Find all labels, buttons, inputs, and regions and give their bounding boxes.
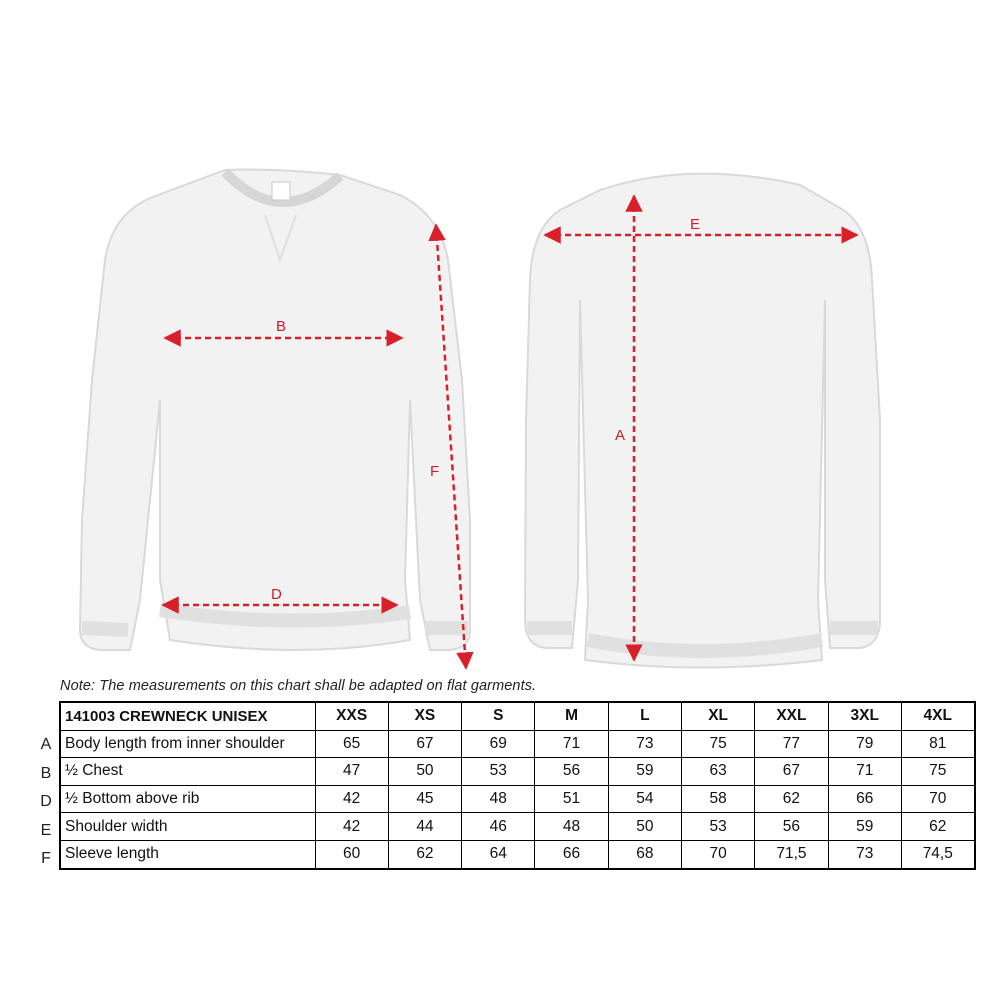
dimension-label-b: B (276, 318, 287, 335)
table-cell: 46 (462, 813, 535, 841)
dimension-label-a: A (615, 427, 626, 444)
table-row (60, 813, 975, 841)
table-cell: 66 (535, 840, 608, 868)
table-cell: 58 (681, 785, 754, 813)
table-cell: 81 (901, 730, 974, 758)
size-header: M (535, 702, 608, 730)
row-letter: D (40, 793, 52, 811)
row-label: Sleeve length (60, 840, 315, 868)
row-label: ½ Chest (60, 758, 315, 786)
table-cell: 67 (388, 730, 461, 758)
sweatshirt-front-icon (80, 170, 470, 650)
measurement-note: Note: The measurements on this chart shall be adapted on flat garments. (60, 678, 537, 694)
size-header: L (608, 702, 681, 730)
row-letter: A (40, 736, 52, 753)
table-row (60, 730, 975, 758)
table-cell: 51 (535, 785, 608, 813)
table-cell: 62 (388, 840, 461, 868)
table-cell: 75 (681, 730, 754, 758)
size-header: XXS (315, 702, 388, 730)
table-cell: 70 (901, 785, 974, 813)
table-cell: 56 (755, 813, 828, 841)
table-cell: 56 (535, 758, 608, 786)
row-letter: B (40, 764, 52, 782)
row-label: ½ Bottom above rib (60, 785, 315, 813)
table-cell: 79 (828, 730, 901, 758)
dimension-label-d: D (271, 586, 282, 603)
size-header: XS (388, 702, 461, 730)
table-row (60, 758, 975, 786)
table-cell: 60 (315, 840, 388, 868)
table-cell: 48 (462, 785, 535, 813)
row-letter: F (41, 850, 51, 868)
table-cell: 50 (608, 813, 681, 841)
table-cell: 44 (388, 813, 461, 841)
table-cell: 50 (388, 758, 461, 786)
row-label: Body length from inner shoulder (60, 730, 315, 758)
size-header: XL (681, 702, 754, 730)
table-cell: 47 (315, 758, 388, 786)
table-cell: 77 (755, 730, 828, 758)
table-cell: 59 (608, 758, 681, 786)
table-cell: 63 (681, 758, 754, 786)
table-cell: 53 (462, 758, 535, 786)
size-table (59, 701, 976, 870)
table-cell: 73 (828, 840, 901, 868)
table-cell: 42 (315, 785, 388, 813)
sweatshirt-back-icon (525, 174, 880, 668)
table-cell: 71 (828, 758, 901, 786)
table-cell: 69 (462, 730, 535, 758)
table-cell: 62 (755, 785, 828, 813)
size-header: S (462, 702, 535, 730)
table-cell: 45 (388, 785, 461, 813)
row-letter-column (34, 731, 58, 874)
table-cell: 48 (535, 813, 608, 841)
table-title: 141003 CREWNECK UNISEX (60, 702, 315, 730)
table-cell: 70 (681, 840, 754, 868)
table-cell: 73 (608, 730, 681, 758)
table-cell: 42 (315, 813, 388, 841)
size-header: 4XL (901, 702, 974, 730)
table-cell: 75 (901, 758, 974, 786)
row-letter: E (40, 821, 52, 839)
table-cell: 59 (828, 813, 901, 841)
table-cell: 66 (828, 785, 901, 813)
table-cell: 71 (535, 730, 608, 758)
table-cell: 68 (608, 840, 681, 868)
size-header: XXL (755, 702, 828, 730)
table-row (60, 840, 975, 868)
table-cell: 71,5 (755, 840, 828, 868)
table-cell: 53 (681, 813, 754, 841)
table-cell: 67 (755, 758, 828, 786)
dimension-label-f: F (430, 463, 440, 480)
table-cell: 74,5 (901, 840, 974, 868)
table-cell: 54 (608, 785, 681, 813)
table-header-row (60, 702, 975, 730)
dimension-label-e: E (690, 216, 701, 233)
table-cell: 65 (315, 730, 388, 758)
row-label: Shoulder width (60, 813, 315, 841)
table-cell: 62 (901, 813, 974, 841)
table-cell: 64 (462, 840, 535, 868)
size-header: 3XL (828, 702, 901, 730)
table-row (60, 785, 975, 813)
